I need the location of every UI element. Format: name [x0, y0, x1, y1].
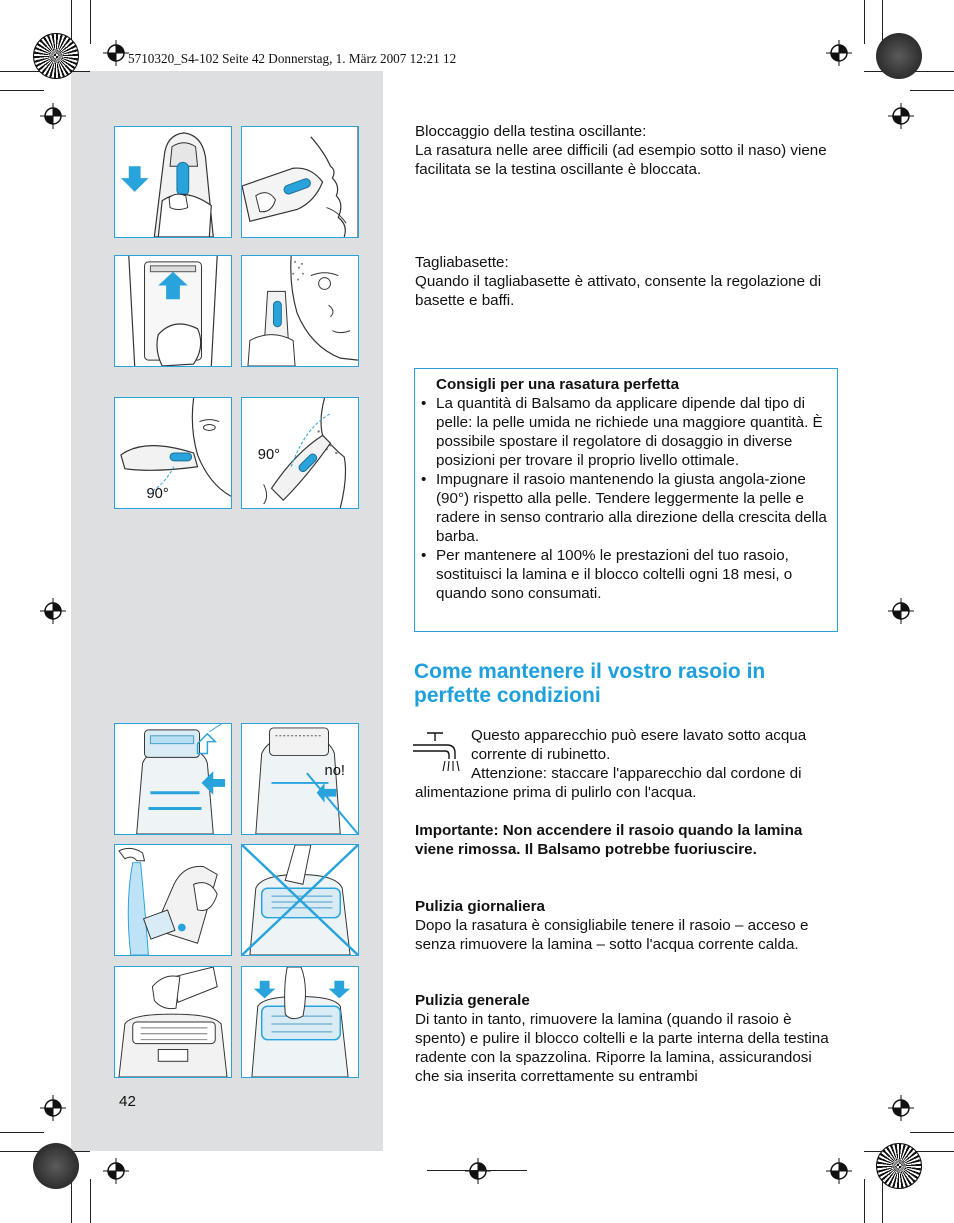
registration-mark-icon	[103, 1158, 129, 1184]
washable-note	[415, 726, 835, 802]
daily-heading: Pulizia giornaliera	[415, 898, 545, 915]
daily-body: Dopo la rasatura è consigliabile tenere il rasoio – acceso e senza rimuovere la lamina – sotto l'acqua corrente calda.	[415, 917, 809, 953]
crop-mark	[90, 0, 91, 44]
tip-text: La quantità di Balsamo da applicare dipende dal tipo di pelle: la pelle umida ne richiede una maggiore quantità. È possibile spostare il regolatore di dosaggio in diverse posizioni per trovare il proprio livello ottimale.	[436, 395, 823, 469]
page-number: 42	[119, 1093, 136, 1110]
general-body: Di tanto in tanto, rimuovere la lamina (quando il rasoio è spento) e pulire il blocco coltelli e la parte interna della testina radente con la spazzolina. Riporre la lamina, assicurandosi che sia inserita correttamente su entrambi	[415, 1011, 829, 1085]
registration-mark-icon	[888, 1095, 914, 1121]
calibration-wheel-icon	[876, 33, 922, 79]
daily-cleaning-section	[415, 897, 835, 954]
figure-remove-foil	[114, 723, 232, 835]
tips-box	[414, 368, 838, 632]
registration-mark-icon	[888, 103, 914, 129]
crop-mark	[864, 0, 865, 44]
general-heading: Pulizia generale	[415, 992, 530, 1009]
registration-mark-icon	[826, 40, 852, 66]
crop-mark	[864, 1179, 865, 1223]
no-warning-label: no!	[324, 763, 346, 780]
pivot-lock-section	[415, 122, 835, 179]
tips-list	[421, 394, 829, 603]
registration-mark-icon	[465, 1158, 491, 1184]
figure-no-brush-foil	[241, 844, 359, 956]
angle-label: 90°	[146, 486, 169, 503]
trimmer-section	[415, 253, 835, 310]
figure-trimmer-activate	[114, 255, 232, 367]
crop-mark	[90, 1179, 91, 1223]
important-text: Importante: Non accendere il rasoio quando la lamina viene rimossa. Il Balsamo potrebbe fuoriuscire.	[415, 822, 803, 858]
pivot-lock-body: La rasatura nelle aree difficili (ad esempio sotto il naso) viene facilitata se la testina oscillante è bloccata.	[415, 142, 827, 178]
section-title: Come mantenere il vostro rasoio in perfette condizioni	[414, 660, 766, 707]
bullet-icon: •	[421, 395, 427, 412]
important-note	[415, 821, 815, 859]
crop-mark	[910, 90, 954, 91]
registration-mark-icon	[40, 598, 66, 624]
tips-title: Consigli per una rasatura perfetta	[436, 376, 680, 393]
crop-mark	[910, 1132, 954, 1133]
registration-mark-icon	[40, 103, 66, 129]
figure-brush-cutter-block	[114, 966, 232, 1078]
registration-mark-icon	[888, 598, 914, 624]
trimmer-body: Quando il tagliabasette è attivato, consente la regolazione di basette e baffi.	[415, 273, 822, 309]
pivot-lock-heading: Bloccaggio della testina oscillante:	[415, 123, 647, 140]
tip-text: Impugnare il rasoio mantenendo la giusta angola-zione (90°) rispetto alla pelle. Tendere leggermente la pelle e radere in senso contrario alla direzione della crescita della barba.	[436, 471, 827, 545]
washable-line-2-text: Attenzione: staccare l'apparecchio dal cordone di alimentazione prima di pulirlo con l'acqua.	[415, 765, 802, 801]
calibration-wheel-icon	[876, 1143, 922, 1189]
figure-angle-90-cheek	[114, 397, 232, 509]
tips-list-item	[421, 470, 829, 546]
figure-pivot-lock-slide	[114, 126, 232, 238]
figure-reattach-foil	[241, 966, 359, 1078]
general-cleaning-section	[415, 991, 835, 1086]
tips-list-item	[421, 546, 829, 603]
washable-line-1: Questo apparecchio può esere lavato sotto acqua corrente di rubinetto.	[471, 727, 807, 763]
angle-label: 90°	[257, 446, 281, 463]
figure-shaving-under-nose	[241, 126, 359, 238]
print-header: 5710320_S4-102 Seite 42 Donnerstag, 1. März 2007 12:21 12	[128, 51, 457, 66]
calibration-wheel-icon	[33, 1143, 79, 1189]
trimmer-heading: Tagliabasette:	[415, 254, 509, 271]
tip-text: Per mantenere al 100% le prestazioni del tuo rasoio, sostituisci la lamina e il blocco coltelli ogni 18 mesi, o quando sono consumati.	[436, 547, 793, 602]
figure-rinse-under-tap	[114, 844, 232, 956]
calibration-wheel-icon	[33, 33, 79, 79]
figure-trimmer-sideburns	[241, 255, 359, 367]
crop-mark	[427, 1170, 527, 1171]
washable-line-2	[415, 764, 835, 802]
registration-mark-icon	[103, 40, 129, 66]
registration-mark-icon	[826, 1158, 852, 1184]
crop-mark	[0, 1132, 44, 1133]
tips-list-item	[421, 394, 829, 470]
registration-mark-icon	[40, 1095, 66, 1121]
crop-mark	[0, 90, 44, 91]
figure-angle-90-neck	[241, 397, 359, 509]
bullet-icon: •	[421, 471, 427, 488]
bullet-icon: •	[421, 547, 427, 564]
figure-no-wet-electric	[241, 723, 359, 835]
